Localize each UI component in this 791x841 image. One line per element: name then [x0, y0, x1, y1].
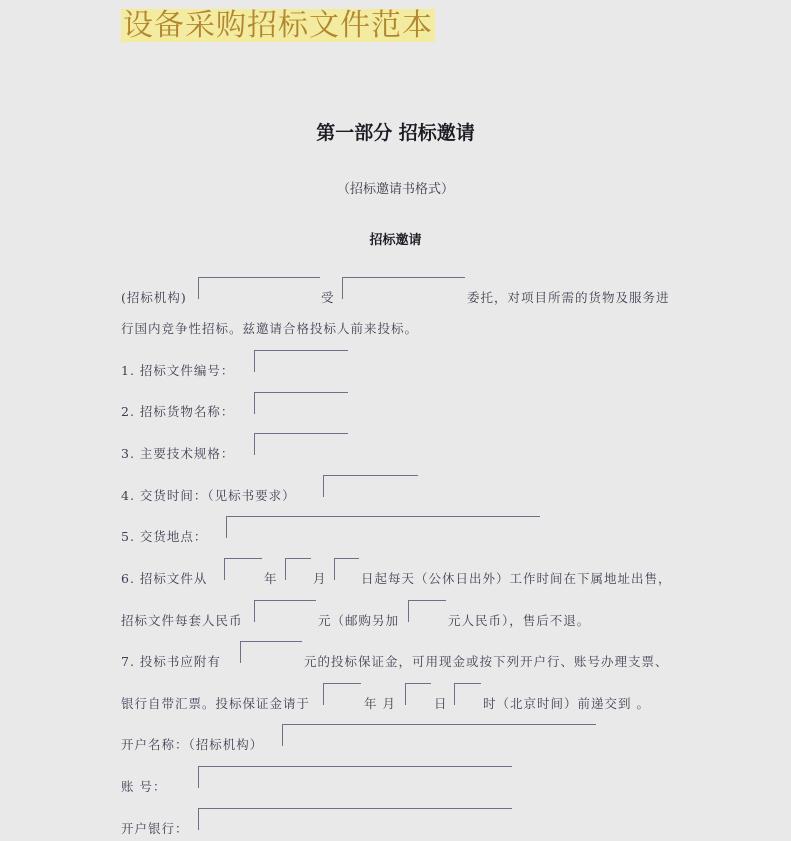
invitation-heading: 招标邀请 [369, 233, 422, 248]
tender-number-field[interactable] [254, 350, 348, 372]
account-number-field[interactable] [198, 766, 512, 788]
month-label: 月 [313, 571, 327, 586]
delivery-time-field[interactable] [323, 475, 418, 497]
bid-bond-field[interactable] [240, 641, 302, 663]
part-title: 第一部分 招标邀请 [316, 122, 475, 144]
sale-day-field[interactable] [334, 558, 359, 580]
item-6-label: 6. 招标文件从 [121, 571, 208, 586]
deadline-hour-field[interactable] [454, 683, 481, 705]
item-4-label: 4. 交货时间：（见标书要求） [121, 488, 296, 503]
entrust-text: 委托，对项目所需的货物及服务进 [467, 290, 670, 305]
no-refund-text: 元人民币），售后不退。 [448, 613, 591, 628]
sale-hours-text: 日起每天（公休日出外）工作时间在下属地址出售， [361, 571, 672, 586]
bank-name-label: 开户银行： [121, 821, 189, 836]
account-name-field[interactable] [282, 724, 596, 746]
postage-field[interactable] [408, 600, 446, 622]
goods-name-field[interactable] [254, 392, 348, 414]
account-name-label: 开户名称：（招标机构） [121, 737, 264, 752]
intro-line-2: 行国内竞争性招标。兹邀请合格投标人前来投标。 [121, 321, 419, 336]
sale-month-field[interactable] [285, 558, 311, 580]
deadline-hour-text: 时（北京时间）前递交到 。 [483, 696, 650, 711]
document-title: 设备采购招标文件范本 [123, 8, 433, 43]
deadline-month-field[interactable] [323, 683, 361, 705]
year-label: 年 [264, 571, 278, 586]
item-7-label: 7. 投标书应附有 [121, 654, 221, 669]
format-subtitle: （招标邀请书格式） [336, 182, 454, 197]
price-label: 招标文件每套人民币 [121, 613, 243, 628]
agency-label: (招标机构) [121, 290, 187, 305]
item-3-label: 3. 主要技术规格： [121, 446, 235, 461]
item-1-label: 1. 招标文件编号： [121, 363, 235, 378]
deadline-year-month-label: 年 月 [364, 696, 396, 711]
item-5-label: 5. 交货地点： [121, 529, 208, 544]
sale-year-field[interactable] [224, 558, 262, 580]
postage-label: 元（邮购另加 [318, 613, 400, 628]
entrusted-by-label: 受 [321, 290, 335, 305]
bid-bond-text: 元的投标保证金，可用现金或按下列开户行、账号办理支票、 [304, 654, 669, 669]
price-field[interactable] [254, 600, 316, 622]
bank-name-field[interactable] [198, 808, 512, 830]
client-field[interactable] [342, 277, 465, 299]
deadline-day-label: 日 [434, 696, 448, 711]
item-2-label: 2. 招标货物名称： [121, 404, 235, 419]
account-number-label: 账 号： [121, 779, 167, 794]
bank-draft-text: 银行自带汇票。投标保证金请于 [121, 696, 311, 711]
tech-spec-field[interactable] [254, 433, 348, 455]
delivery-place-field[interactable] [226, 516, 540, 538]
agency-field[interactable] [198, 277, 320, 299]
deadline-day-field[interactable] [405, 683, 431, 705]
